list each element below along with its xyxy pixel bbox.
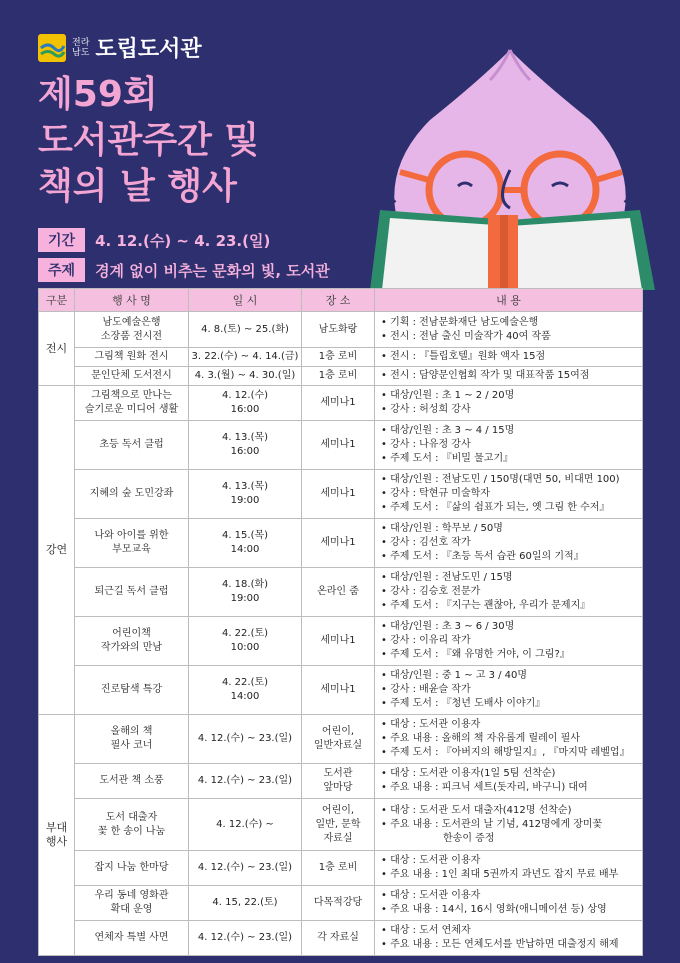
- event-title: [38, 72, 259, 210]
- content-cell: • 대상/인원 : 학무보 / 50명 • 강사 : 김선호 작가 • 주제 도서 : 『초등 독서 습관 60일의 기적』: [375, 519, 643, 568]
- period-label: 기간: [38, 228, 85, 252]
- content-cell: • 전시 : 담양문인협회 작가 및 대표작품 15여점: [375, 367, 643, 386]
- content-cell: • 대상 : 도서관 이용자(1일 5팀 선착순) • 주요 내용 : 피크닉 세트(돗자리, 바구니) 대여: [375, 764, 643, 799]
- datetime-cell: 4. 15.(목) 14:00: [189, 519, 302, 568]
- event-name-cell: 지혜의 숲 도민강좌: [75, 470, 189, 519]
- logo-region: 전라 남도: [72, 37, 90, 58]
- library-logo: [38, 32, 202, 63]
- place-cell: 각 자료실: [302, 921, 375, 956]
- place-cell: 남도화랑: [302, 312, 375, 348]
- place-cell: 온라인 줌: [302, 568, 375, 617]
- content-cell: • 기획 : 전남문화재단 남도예술은행 • 전시 : 전남 출신 미술작가 40여 작품: [375, 312, 643, 348]
- table-row: [39, 851, 643, 886]
- table-row: [39, 764, 643, 799]
- table-row: [39, 666, 643, 715]
- place-cell: 1층 로비: [302, 851, 375, 886]
- table-row: [39, 386, 643, 421]
- theme-row: [38, 258, 330, 282]
- category-cell: 전시: [39, 312, 75, 386]
- content-cell: • 대상/인원 : 전남도민 / 150명(대면 50, 비대면 100) • 강사 : 탁현규 미술학자 • 주제 도서 : 『삶의 쉼표가 되는, 옛 그림 한 수저』: [375, 470, 643, 519]
- content-cell: • 대상 : 도서관 이용자 • 주요 내용 : 14시, 16시 영화(애니메이션 등) 상영: [375, 886, 643, 921]
- table-row: [39, 519, 643, 568]
- table-header-row: [39, 289, 643, 312]
- title-line-2: 도서관주간 및: [38, 120, 260, 161]
- theme-value: 경계 없이 비추는 문화의 빛, 도서관: [95, 261, 330, 280]
- event-name-cell: 진로탐색 특강: [75, 666, 189, 715]
- datetime-cell: 4. 22.(토) 10:00: [189, 617, 302, 666]
- content-cell: • 대상 : 도서관 이용자 • 주요 내용 : 올해의 책 자유롭게 릴레이 필사 • 주제 도서 : 『아버지의 해방일지』, 『마지막 레벨업』: [375, 715, 643, 764]
- jeonnam-logo-icon: [38, 34, 66, 62]
- event-name-cell: 어린이책 작가와의 만남: [75, 617, 189, 666]
- datetime-cell: 3. 22.(수) ~ 4. 14.(금): [189, 348, 302, 367]
- event-name-cell: 연체자 특별 사면: [75, 921, 189, 956]
- header-content: 내 용: [375, 289, 643, 312]
- datetime-cell: 4. 13.(목) 19:00: [189, 470, 302, 519]
- datetime-cell: 4. 12.(수) ~ 23.(일): [189, 921, 302, 956]
- event-name-cell: 문인단체 도서전시: [75, 367, 189, 386]
- table-row: [39, 421, 643, 470]
- place-cell: 도서관 앞마당: [302, 764, 375, 799]
- header-category: 구분: [39, 289, 75, 312]
- header-datetime: 일 시: [189, 289, 302, 312]
- event-name-cell: 나와 아이를 위한 부모교육: [75, 519, 189, 568]
- event-name-cell: 잡지 나눔 한마당: [75, 851, 189, 886]
- event-name-cell: 우리 동네 영화관 확대 운영: [75, 886, 189, 921]
- category-cell: 강연: [39, 386, 75, 715]
- place-cell: 세미나1: [302, 470, 375, 519]
- content-cell: • 대상/인원 : 초 3 ~ 4 / 15명 • 강사 : 나유정 강사 • 주제 도서 : 『비밀 물고기』: [375, 421, 643, 470]
- event-name-cell: 그림책으로 만나는 슬기로운 미디어 생활: [75, 386, 189, 421]
- table-row: [39, 617, 643, 666]
- event-name-cell: 퇴근길 독서 클럽: [75, 568, 189, 617]
- place-cell: 1층 로비: [302, 367, 375, 386]
- place-cell: 세미나1: [302, 617, 375, 666]
- reading-character-illustration: [360, 40, 660, 290]
- datetime-cell: 4. 12.(수) ~: [189, 799, 302, 851]
- content-cell: • 대상/인원 : 중 1 ~ 고 3 / 40명 • 강사 : 배윤슬 작가 • 주제 도서 : 『청년 도배사 이야기』: [375, 666, 643, 715]
- event-name-cell: 올해의 책 필사 코너: [75, 715, 189, 764]
- place-cell: 어린이, 일반자료실: [302, 715, 375, 764]
- content-cell: • 대상/인원 : 전남도민 / 15명 • 강사 : 김승호 전문가 • 주제 도서 : 『지구는 괜찮아, 우리가 문제지』: [375, 568, 643, 617]
- event-name-cell: 그림책 원화 전시: [75, 348, 189, 367]
- place-cell: 1층 로비: [302, 348, 375, 367]
- table-row: [39, 348, 643, 367]
- period-row: [38, 228, 270, 252]
- datetime-cell: 4. 12.(수) ~ 23.(일): [189, 851, 302, 886]
- datetime-cell: 4. 15, 22.(토): [189, 886, 302, 921]
- event-name-cell: 도서관 책 소풍: [75, 764, 189, 799]
- table-row: [39, 921, 643, 956]
- content-cell: • 대상 : 도서관 이용자 • 주요 내용 : 1인 최대 5권까지 과년도 잡지 무료 배부: [375, 851, 643, 886]
- table-row: [39, 470, 643, 519]
- datetime-cell: 4. 12.(수) ~ 23.(일): [189, 715, 302, 764]
- header-place: 장 소: [302, 289, 375, 312]
- header-event-name: 행 사 명: [75, 289, 189, 312]
- table-row: [39, 799, 643, 851]
- logo-name: 도립도서관: [95, 37, 202, 62]
- content-cell: • 대상/인원 : 초 1 ~ 2 / 20명 • 강사 : 허성희 강사: [375, 386, 643, 421]
- datetime-cell: 4. 18.(화) 19:00: [189, 568, 302, 617]
- place-cell: 어린이, 일반, 문학 자료실: [302, 799, 375, 851]
- content-cell: • 대상 : 도서 연체자 • 주요 내용 : 모든 연체도서를 반납하면 대출정지 해제: [375, 921, 643, 956]
- datetime-cell: 4. 12.(수) ~ 23.(일): [189, 764, 302, 799]
- place-cell: 세미나1: [302, 421, 375, 470]
- table-row: [39, 568, 643, 617]
- datetime-cell: 4. 22.(토) 14:00: [189, 666, 302, 715]
- theme-label: 주제: [38, 258, 85, 282]
- place-cell: 세미나1: [302, 386, 375, 421]
- title-line-1: 제59회: [38, 74, 158, 115]
- content-cell: • 대상/인원 : 초 3 ~ 6 / 30명 • 강사 : 이유리 작가 • 주제 도서 : 『왜 유명한 거야, 이 그림?』: [375, 617, 643, 666]
- content-cell: • 전시 : 『틀립호텔』원화 액자 15점: [375, 348, 643, 367]
- datetime-cell: 4. 13.(목) 16:00: [189, 421, 302, 470]
- event-name-cell: 초등 독서 클럽: [75, 421, 189, 470]
- datetime-cell: 4. 12.(수) 16:00: [189, 386, 302, 421]
- table-row: [39, 312, 643, 348]
- content-cell: • 대상 : 도서관 도서 대출자(412명 선착순) • 주요 내용 : 도서관의 날 기념, 412명에게 장미꽃 한송이 증정: [375, 799, 643, 851]
- event-name-cell: 남도예술은행 소장품 전시전: [75, 312, 189, 348]
- event-name-cell: 도서 대출자 꽃 한 송이 나눔: [75, 799, 189, 851]
- table-row: [39, 886, 643, 921]
- datetime-cell: 4. 3.(월) ~ 4. 30.(일): [189, 367, 302, 386]
- table-row: [39, 715, 643, 764]
- schedule-table: [38, 288, 643, 956]
- datetime-cell: 4. 8.(토) ~ 25.(화): [189, 312, 302, 348]
- period-value: 4. 12.(수) ~ 4. 23.(일): [95, 231, 271, 250]
- category-cell: 부대 행사: [39, 715, 75, 956]
- title-line-3: 책의 날 행사: [38, 166, 237, 207]
- table-row: [39, 367, 643, 386]
- place-cell: 세미나1: [302, 666, 375, 715]
- place-cell: 세미나1: [302, 519, 375, 568]
- place-cell: 다목적강당: [302, 886, 375, 921]
